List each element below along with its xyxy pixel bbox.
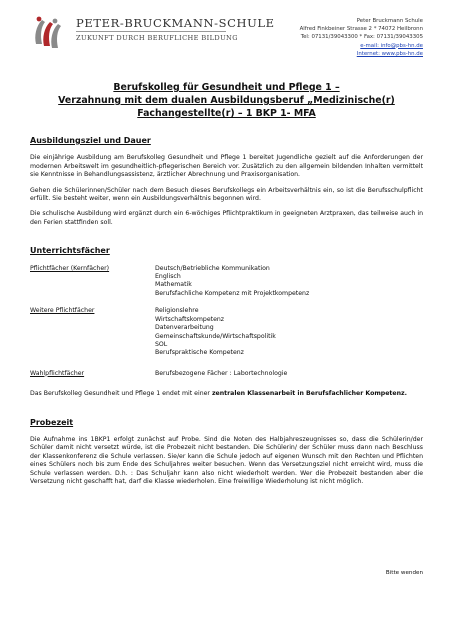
document-title <box>30 81 423 120</box>
school-name: PETER-BRUCKMANN-SCHULE <box>76 16 275 30</box>
school-logo-icon <box>30 14 68 52</box>
closing-bold-text: zentralen Klassenarbeit in Berufsfachlicher Kompetenz. <box>211 390 407 398</box>
subject-group-pflichtfaecher <box>30 265 423 299</box>
subject-group-label: Weitere Pflichtfächer <box>30 307 95 315</box>
subject-item: SOL <box>155 340 168 348</box>
section-heading-probezeit: Probezeit <box>30 417 74 427</box>
subject-item: Berufsbezogene Fächer : Labortechnologie <box>155 369 288 377</box>
subject-item: Gemeinschaftskunde/Wirtschaftspolitik <box>155 332 276 340</box>
address-line: Alfred Finkbeiner Strasse 2 * 74072 Heilbronn <box>299 26 423 33</box>
paragraph: Gehen die Schülerinnen/Schüler nach dem Besuch dieses Berufskollegs ein Arbeitsverhältnis ein, so ist die Berufsschulpflicht erfüllt. Sie besteht weiter, wenn ein Ausbildungsverhältnis begonnen wird. <box>30 186 423 203</box>
subject-item: Datenverarbeitung <box>155 324 214 332</box>
subject-item: Wirtschaftskompetenz <box>155 315 225 323</box>
address-line: Tel: 07131/39043300 * Fax: 07131/39043305 <box>300 34 423 41</box>
subject-item: Berufspraktische Kompetenz <box>155 349 244 357</box>
title-line: Verzahnung mit dem dualen Ausbildungsberuf „Medizinische(r) <box>58 95 395 106</box>
subject-item: Religionslehre <box>155 307 199 315</box>
document-body <box>30 137 423 486</box>
title-line: Berufskolleg für Gesundheit und Pflege 1 – <box>113 82 340 93</box>
closing-text: Das Berufskolleg Gesundheit und Pflege 1 endet mit einer <box>30 390 212 398</box>
subject-item: Berufsfachliche Kompetenz mit Projektkompetenz <box>155 289 310 297</box>
logo-divider <box>76 31 226 32</box>
paragraph: Die schulische Ausbildung wird ergänzt durch ein 6-wöchiges Pflichtpraktikum in geeigneten Arztpraxen, das teilweise auch in den Ferien stattfinden soll. <box>30 210 423 226</box>
section-heading-ausbildungsziel: Ausbildungsziel und Dauer <box>30 136 151 145</box>
turn-over-note: Bitte wenden <box>385 570 423 576</box>
school-tagline: ZUKUNFT DURCH BERUFLICHE BILDUNG <box>76 34 238 42</box>
email-link[interactable]: e-mail: info@pbs-hn.de <box>360 42 423 49</box>
address-line: Peter Bruckmann Schule <box>356 18 423 24</box>
closing-paragraph <box>30 390 423 398</box>
section-heading-unterrichtsfaecher: Unterrichtsfächer <box>30 246 110 256</box>
subject-group-wahlpflicht <box>30 370 423 378</box>
subject-group-label: Pflichtfächer (Kernfächer) <box>30 264 110 272</box>
subject-item: Deutsch/Betriebliche Kommunikation <box>155 264 270 272</box>
subject-group-weitere <box>30 307 423 357</box>
school-address-block <box>300 17 423 58</box>
website-link[interactable]: Internet: www.pbs-hn.de <box>356 50 423 57</box>
subject-item: Englisch <box>155 273 181 281</box>
paragraph: Die einjährige Ausbildung am Berufskolleg Gesundheit und Pflege 1 bereitet Jugendliche gezielt auf die Anforderungen der modernen Arbeitswelt im gesundheitlich-pflegerischen Bereich vor. Zusätzlich zu den allgemein bildenden Inhalten vermittelt sie Kenntnisse in Behandlungsassistenz, ärztlicher Abrechnung und Praxisorganisation. <box>30 154 423 179</box>
subject-group-label: Wahlpflichtfächer <box>30 369 85 377</box>
subject-item: Mathematik <box>155 281 192 289</box>
paragraph: Die Aufnahme ins 1BKP1 erfolgt zunächst auf Probe. Sind die Noten des Halbjahreszeugnisses so, dass die Schülerin/der Schüler damit nicht versetzt würde, ist die Probezeit nicht bestanden. Die Schülerin/ der Schüler muss dann nach Beschluss der Klassenkonferenz die Schule verlassen. Sie/er kann die Schule jedoch auf eigenen Wunsch mit den Rechten und Pflichten eines Schülers noch bis zum Ende des Schuljahres weiter besuchen. Wenn das Versetzungsziel nicht erreicht wird, muss die Schule verlassen werden. D.h. : Das Schuljahr kann also nicht wiederholt werden. Wer die Probezeit bestanden aber die Versetzung nicht geschafft hat, darf die Klasse wiederholen. Eine freiwillige Wiederholung ist nicht möglich. <box>30 435 423 485</box>
title-line: Fachangestellte(r) – 1 BKP 1- MFA <box>137 108 316 119</box>
